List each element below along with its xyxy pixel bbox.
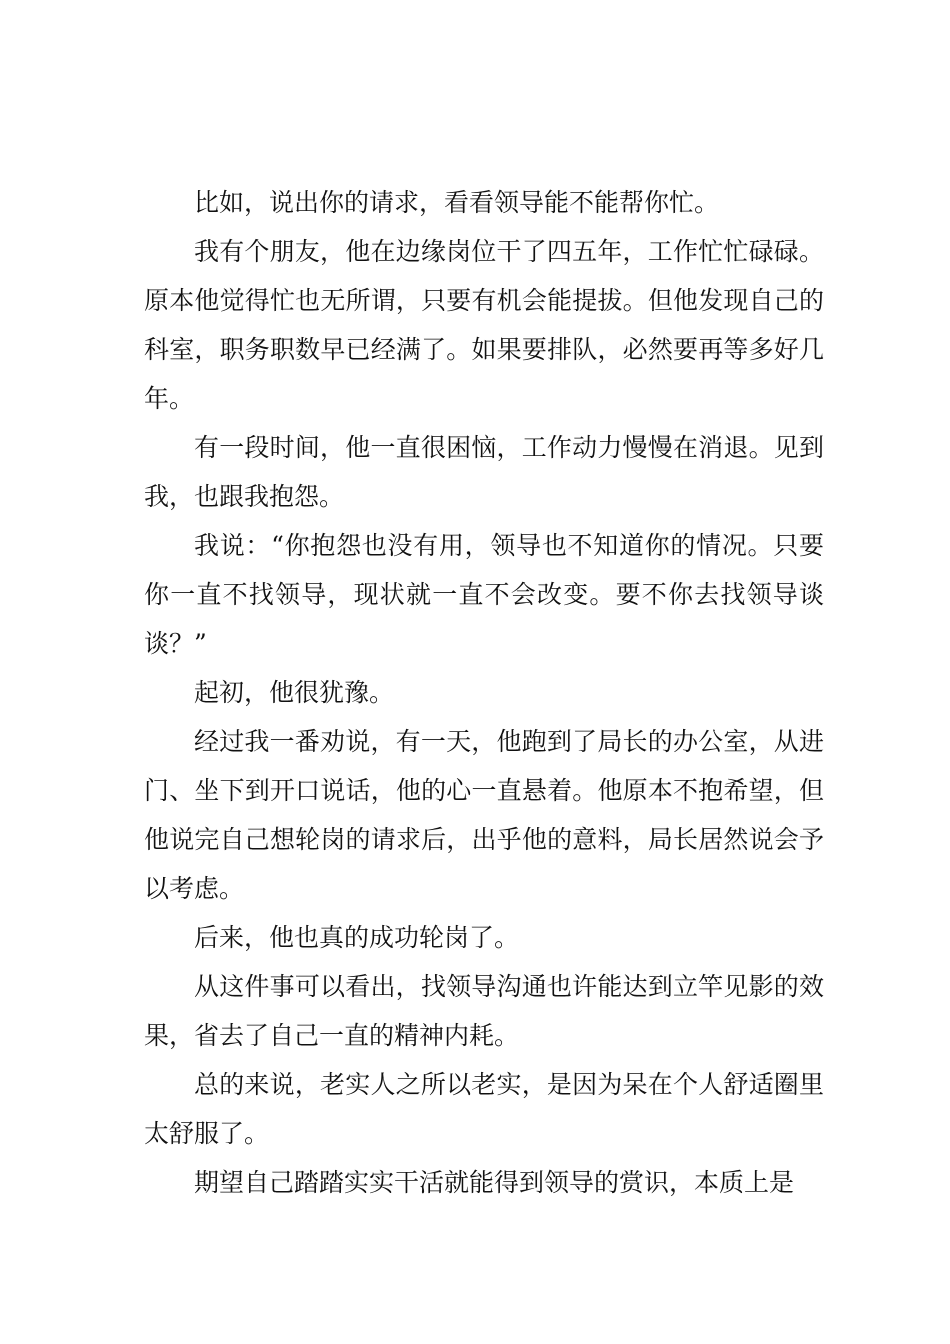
- paragraph-2: 我有个朋友，他在边缘岗位干了四五年，工作忙忙碌碌。原本他觉得忙也无所谓，只要有机会能提拔。但他发现自己的科室，职务职数早已经满了。如果要排队，必然要再等多好几年。: [144, 237, 824, 413]
- paragraph-6: 经过我一番劝说，有一天，他跑到了局长的办公室，从进门、坐下到开口说话，他的心一直悬着。他原本不抱希望，但他说完自己想轮岗的请求后，出乎他的意料，局长居然说会予以考虑。: [144, 727, 824, 903]
- document-body: [144, 178, 824, 1207]
- paragraph-4: 我说：“你抱怨也没有用，领导也不知道你的情况。只要你一直不找领导，现状就一直不会改变。要不你去找领导谈谈？”: [144, 531, 824, 658]
- paragraph-10: 期望自己踏踏实实干活就能得到领导的赏识，本质上是: [194, 1168, 795, 1197]
- paragraph-1: 比如，说出你的请求，看看领导能不能帮你忙。: [194, 188, 720, 217]
- paragraph-7: 后来，他也真的成功轮岗了。: [194, 923, 520, 952]
- paragraph-8: 从这件事可以看出，找领导沟通也许能达到立竿见影的效果，省去了自己一直的精神内耗。: [144, 972, 824, 1050]
- paragraph-3: 有一段时间，他一直很困恼，工作动力慢慢在消退。见到我，也跟我抱怨。: [144, 433, 824, 511]
- paragraph-5: 起初，他很犹豫。: [194, 678, 395, 707]
- paragraph-9: 总的来说，老实人之所以老实，是因为呆在个人舒适圈里太舒服了。: [144, 1070, 824, 1148]
